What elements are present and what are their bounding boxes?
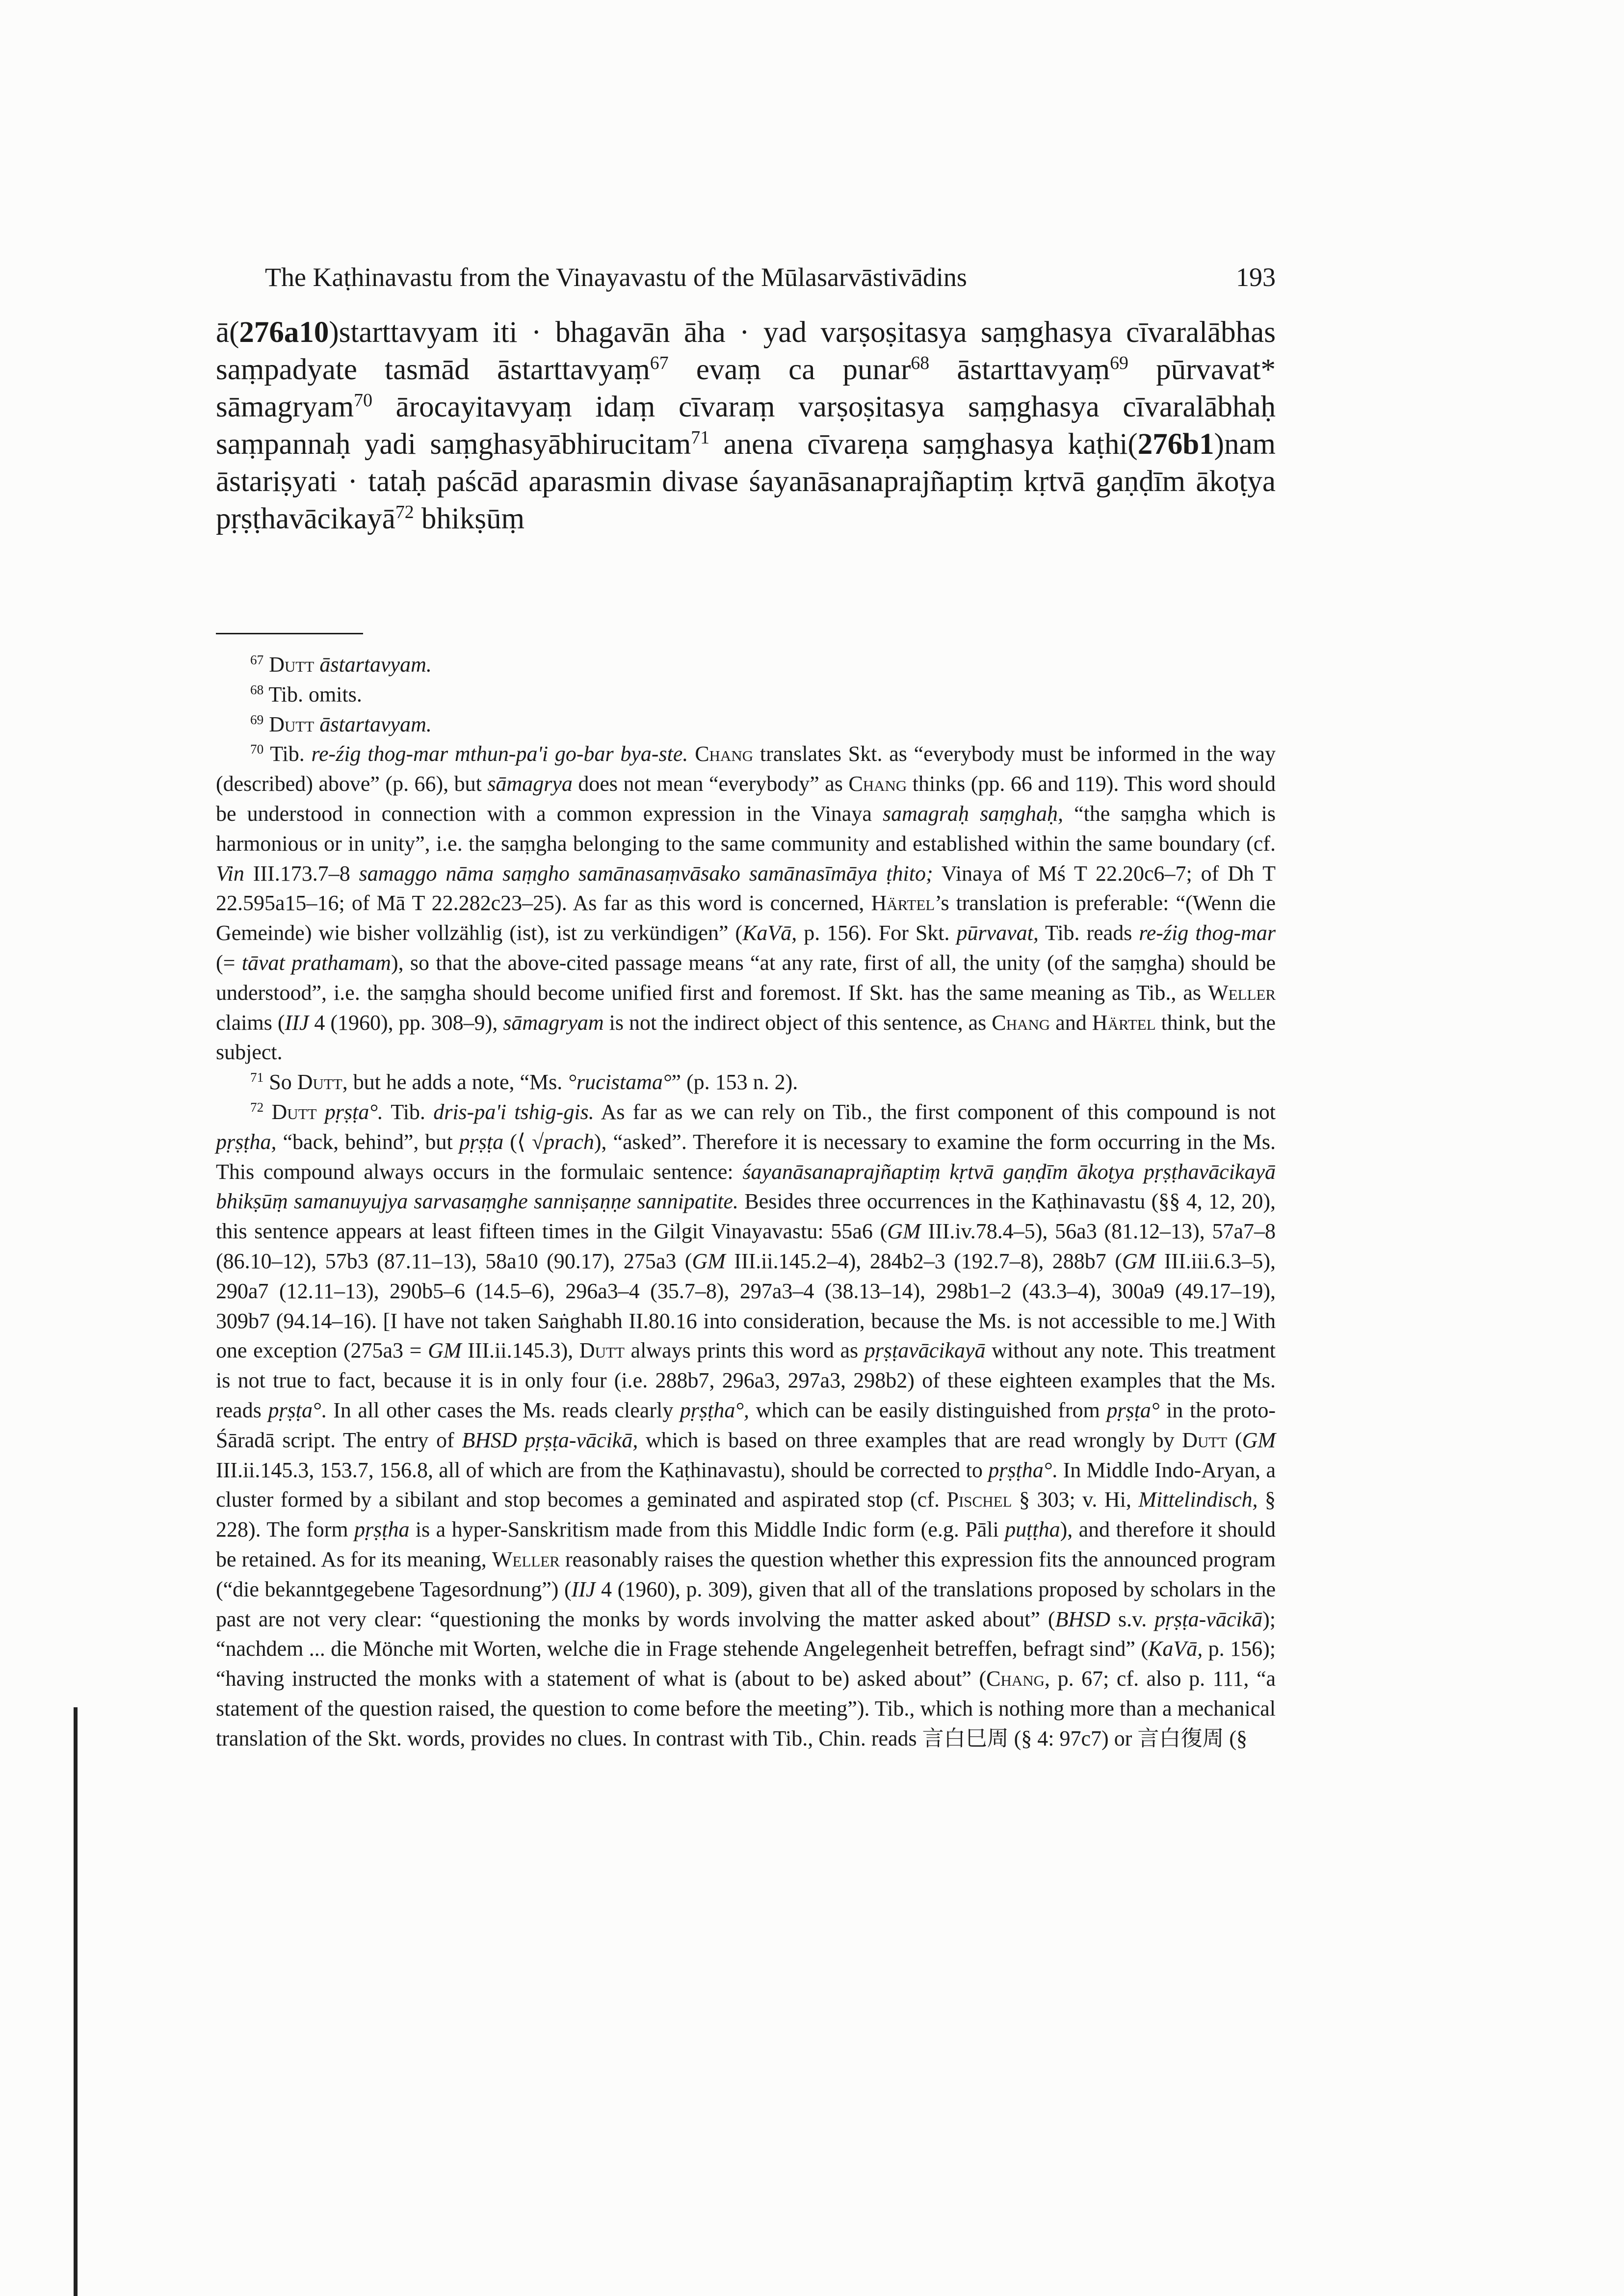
running-header (265, 255, 1276, 299)
ms-folio-ref: 276b1 (1137, 428, 1214, 461)
ms-folio-ref: 276a10 (239, 316, 329, 349)
footnote-marker: 70 (354, 390, 372, 411)
footnote-marker: 67 (650, 353, 669, 374)
running-title: The Kaṭhinavastu from the Vinayavastu of the Mūlasarvāstivādins (265, 262, 967, 292)
footnote-67: $^{67}$ Dutt āstartavyam. (250, 652, 432, 677)
footnote-marker: 69 (1110, 353, 1128, 374)
footnote-72: $^{72}$ Dutt pṛṣṭa°. Tib. dris-pa'i tshig-gis. As far as we can rely on Tib., the first component of this compound is not pṛṣṭha, “back, behind”, but pṛṣṭa (⟨ √prach), “asked”. Therefore it is necessary to examine the form occurring in the Ms. This compound always occurs in the formulaic sentence: śayanāsanaprajñaptiṃ kṛtvā gaṇḍīm ākoṭya pṛṣṭhavācikayā bhikṣūṃ samanuyujya sarvasaṃghe sanniṣaṇṇe sannipatite. Besides three occurrences in the Kaṭhinavastu (§§ 4, 12, 20), this sentence appears at least fifteen times in the Gilgit Vinayavastu: 55a6 (GM III.iv.78.4–5), 56a3 (81.12–13), 57a7–8 (86.10–12), 57b3 (87.11–13), 58a10 (90.17), 275a3 (GM III.ii.145.2–4), 284b2–3 (192.7–8), 288b7 (GM III.iii.6.3–5), 290a7 (12.11–13), 290b5–6 (14.5–6), 296a3–4 (35.7–8), 297a3–4 (38.13–14), 298b1–2 (43.3–4), 300a9 (49.17–19), 309b7 (94.14–16). [I have not taken Saṅghabh II.80.16 into consideration, because the Ms. is not accessible to me.] With one exception (275a3 = GM III.ii.145.3), Dutt always prints this word as pṛṣṭavācikayā without any note. This treatment is not true to fact, because it is in only four (i.e. 288b7, 296a3, 297a3, 298b2) of these eighteen examples that the Ms. reads pṛṣṭa°. In all other cases the Ms. reads clearly pṛṣṭha°, which can be easily distinguished from pṛṣṭa° in the proto-Śāradā script. The entry of BHSD pṛṣṭa-vācikā, which is based on three examples that are read wrongly by Dutt (GM III.ii.145.3, 153.7, 156.8, all of which are from the Kaṭhinavastu), should be corrected to pṛṣṭha°. In Middle Indo-Aryan, a cluster formed by a sibilant and stop becomes a geminated and aspirated stop (cf. Pischel § 303; v. Hi, Mittelindisch, § 228). The form pṛṣṭha is a hyper-Sanskritism made from this Middle Indic form (e.g. Pāli puṭṭha), and therefore it should be retained. As for its meaning, Weller reasonably raises the question whether this expression fits the announced program (“die bekanntgegebene Tagesordnung”) (IIJ 4 (1960), p. 309), given that all of the translations proposed by scholars in the past are not very clear: “questioning the monks by words involving the matter asked about” (BHSD s.v. pṛṣṭa-vācikā); “nachdem ... die Mönche mit Worten, welche die in Frage stehende Angelegenheit betreffen, befragt sind” (KaVā, p. 156); “having instructed the monks with a statement of what is (about to be) asked about” (Chang, p. 67; cf. also p. 111, “a statement of the question raised, the question to come before the meeting”). Tib., which is nothing more than a mechanical translation of the Skt. words, provides no clues. In contrast with Tib., Chin. reads 言白巳周 (§ 4: 97c7) or 言白復周 (§ (216, 1099, 1276, 1750)
footnote-71: $^{71}$ So Dutt, but he adds a note, “Ms. °rucistama°” (p. 153 n. 2). (250, 1070, 798, 1095)
footnote-separator (216, 633, 363, 634)
footnote-70: $^{70}$ Tib. re-źig thog-mar mthun-pa'i go-bar bya-ste. Chang translates Skt. as “everybody must be informed in the way (described) above” (p. 66), but sāmagrya does not mean “everybody” as Chang thinks (pp. 66 and 119). This word should be understood in connection with a common expression in the Vinaya samagraḥ saṃghaḥ, “the saṃgha which is harmonious or in unity”, i.e. the saṃgha belonging to the same community and established within the same boundary (cf. Vin III.173.7–8 samaggo nāma saṃgho samānasaṃvāsako samānasīmāya ṭhito; Vinaya of Mś T 22.20c6–7; of Dh T 22.595a15–16; of Mā T 22.282c23–25). As far as this word is concerned, Härtel’s translation is preferable: “(Wenn die Gemeinde) wie bisher vollzählig (ist), ist zu verkündigen” (KaVā, p. 156). For Skt. pūrvavat, Tib. reads re-źig thog-mar (= tāvat prathamam), so that the above-cited passage means “at any rate, first of all, the unity (of the saṃgha) should be understood”, i.e. the saṃgha should become unified first and foremost. If Skt. has the same meaning as Tib., as Weller claims (IIJ 4 (1960), pp. 308–9), sāmagryam is not the indirect object of this sentence, as Chang and Härtel think, but the subject. (216, 742, 1276, 1065)
page-number: 193 (1236, 262, 1276, 292)
footnotes (216, 650, 1276, 1753)
sanskrit-paragraph: ā(276a10)starttavyam iti · bhagavān āha · yad varṣoṣitasya saṃghasya cīvaralābhas saṃpadyate tasmād āstarttavyaṃ$^{67}$ evaṃ ca punar$^{68}$ āstarttavyaṃ$^{69}$ pūrvavat* sāmagryam$^{70}$ ārocayitavyaṃ idaṃ cīvaraṃ varṣoṣitasya saṃghasya cīvaralābhaḥ saṃpannaḥ yadi saṃghasyābhirucitam$^{71}$ anena cīvareṇa saṃghasya kaṭhi(276b1)nam āstariṣyati · tataḥ paścād aparasmin divase śayanāsanaprajñaptiṃ kṛtvā gaṇḍīm ākoṭya pṛṣṭhavācikayā$^{72}$ bhikṣūṃ (216, 316, 1276, 535)
footnote-marker: 68 (911, 353, 930, 374)
footnote-68: $^{68}$ Tib. omits. (250, 682, 362, 706)
footnote-marker: 72 (395, 502, 414, 523)
footnote-marker: 71 (691, 427, 710, 448)
main-text (216, 314, 1276, 538)
scan-binding-edge (74, 1707, 78, 2296)
footnote-69: $^{69}$ Dutt āstartavyam. (250, 712, 432, 736)
